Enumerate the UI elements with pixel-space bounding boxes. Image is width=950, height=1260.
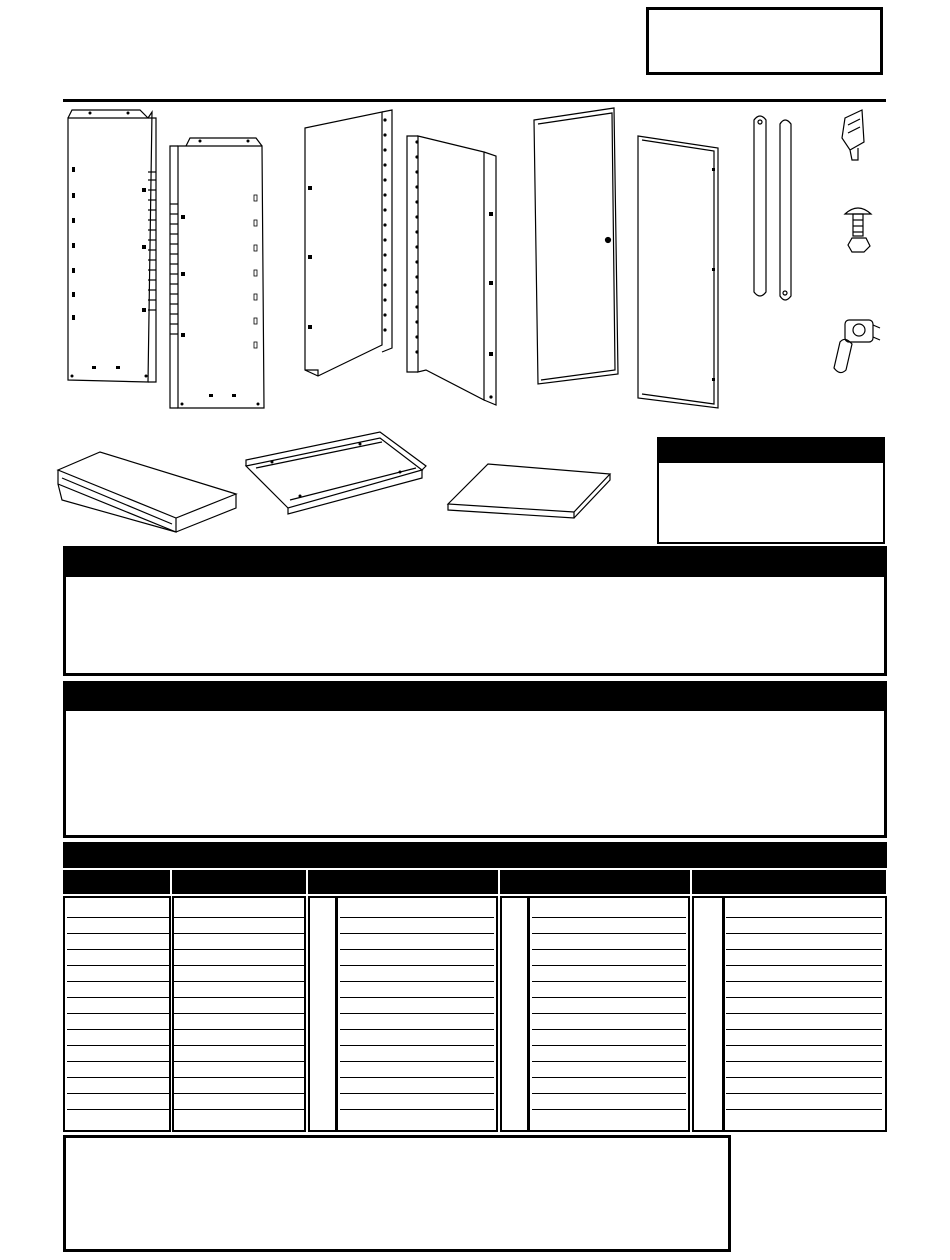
column-header-4 <box>500 870 690 894</box>
shelf-icon <box>448 464 610 518</box>
table-row <box>174 1029 304 1030</box>
door-rod-icon <box>754 116 791 300</box>
section1-header <box>63 546 887 576</box>
section2-box <box>63 708 887 838</box>
table-row <box>174 981 304 982</box>
side-box <box>657 461 885 544</box>
table-row <box>532 1109 686 1110</box>
table-row <box>532 1093 686 1094</box>
section1-box <box>63 574 887 676</box>
table-row <box>174 1093 304 1094</box>
table-row <box>67 1109 171 1110</box>
table-row <box>67 949 171 950</box>
table-divider-3 <box>335 896 338 1132</box>
table-row <box>532 949 686 950</box>
table-block-2 <box>172 896 306 1132</box>
table-row <box>67 1077 171 1078</box>
table-row <box>726 933 882 934</box>
table-row <box>532 933 686 934</box>
table-row <box>532 1013 686 1014</box>
table-row <box>340 917 494 918</box>
right-back-upright-icon <box>407 136 496 405</box>
table-row <box>174 1061 304 1062</box>
table-row <box>174 1109 304 1110</box>
table-row <box>174 1013 304 1014</box>
table-row <box>726 981 882 982</box>
side-box-heading <box>657 437 885 449</box>
top-panel-icon <box>58 452 236 532</box>
parts-table-header <box>63 842 887 868</box>
table-block-1 <box>63 896 171 1132</box>
table-row <box>726 1013 882 1014</box>
column-header-2 <box>172 870 306 894</box>
table-row <box>532 1061 686 1062</box>
table-row <box>726 1077 882 1078</box>
table-row <box>340 1061 494 1062</box>
left-back-upright-icon <box>305 110 392 376</box>
table-row <box>726 997 882 998</box>
table-row <box>340 1109 494 1110</box>
table-row <box>67 1013 171 1014</box>
table-row <box>174 949 304 950</box>
shelf-clip-icon <box>842 110 864 160</box>
table-row <box>532 1029 686 1030</box>
table-row <box>67 1061 171 1062</box>
table-row <box>340 1013 494 1014</box>
table-row <box>67 933 171 934</box>
table-row <box>340 997 494 998</box>
table-row <box>67 1093 171 1094</box>
table-row <box>67 997 171 998</box>
table-row <box>67 917 171 918</box>
table-row <box>726 965 882 966</box>
table-row <box>67 1029 171 1030</box>
column-header-3 <box>308 870 498 894</box>
table-row <box>174 965 304 966</box>
side-box-header <box>657 437 885 463</box>
table-row <box>67 965 171 966</box>
table-row <box>174 1077 304 1078</box>
table-divider-4 <box>527 896 530 1132</box>
table-divider-5 <box>722 896 725 1132</box>
left-side-panel-icon <box>68 110 156 382</box>
table-row <box>532 1077 686 1078</box>
table-row <box>67 981 171 982</box>
bolt-nut-icon <box>845 208 871 252</box>
section1-heading <box>63 546 887 562</box>
table-row <box>532 997 686 998</box>
footer-box <box>63 1135 731 1252</box>
table-row <box>67 1045 171 1046</box>
table-row <box>174 917 304 918</box>
column-header-5 <box>692 870 886 894</box>
table-row <box>726 1045 882 1046</box>
table-row <box>726 917 882 918</box>
table-row <box>726 1093 882 1094</box>
table-row <box>532 1045 686 1046</box>
table-row <box>340 981 494 982</box>
parts-table-body <box>63 896 887 1132</box>
table-row <box>726 1029 882 1030</box>
table-row <box>726 1061 882 1062</box>
table-row <box>340 1077 494 1078</box>
bottom-panel-icon <box>246 432 426 514</box>
table-row <box>340 1093 494 1094</box>
table-row <box>532 965 686 966</box>
column-header-1 <box>63 870 170 894</box>
table-row <box>174 1045 304 1046</box>
section2-header <box>63 681 887 710</box>
table-row <box>726 949 882 950</box>
table-row <box>532 917 686 918</box>
right-door-icon <box>638 136 718 408</box>
door-handle-lock-icon <box>834 320 880 373</box>
left-door-icon <box>534 108 618 384</box>
table-row <box>340 965 494 966</box>
table-row <box>174 933 304 934</box>
right-side-panel-icon <box>170 138 264 408</box>
table-row <box>726 1109 882 1110</box>
table-row <box>340 933 494 934</box>
parts-table-heading <box>63 842 887 854</box>
section2-heading <box>63 681 887 697</box>
table-row <box>174 997 304 998</box>
table-row <box>340 949 494 950</box>
table-row <box>340 1045 494 1046</box>
table-row <box>532 981 686 982</box>
table-row <box>340 1029 494 1030</box>
